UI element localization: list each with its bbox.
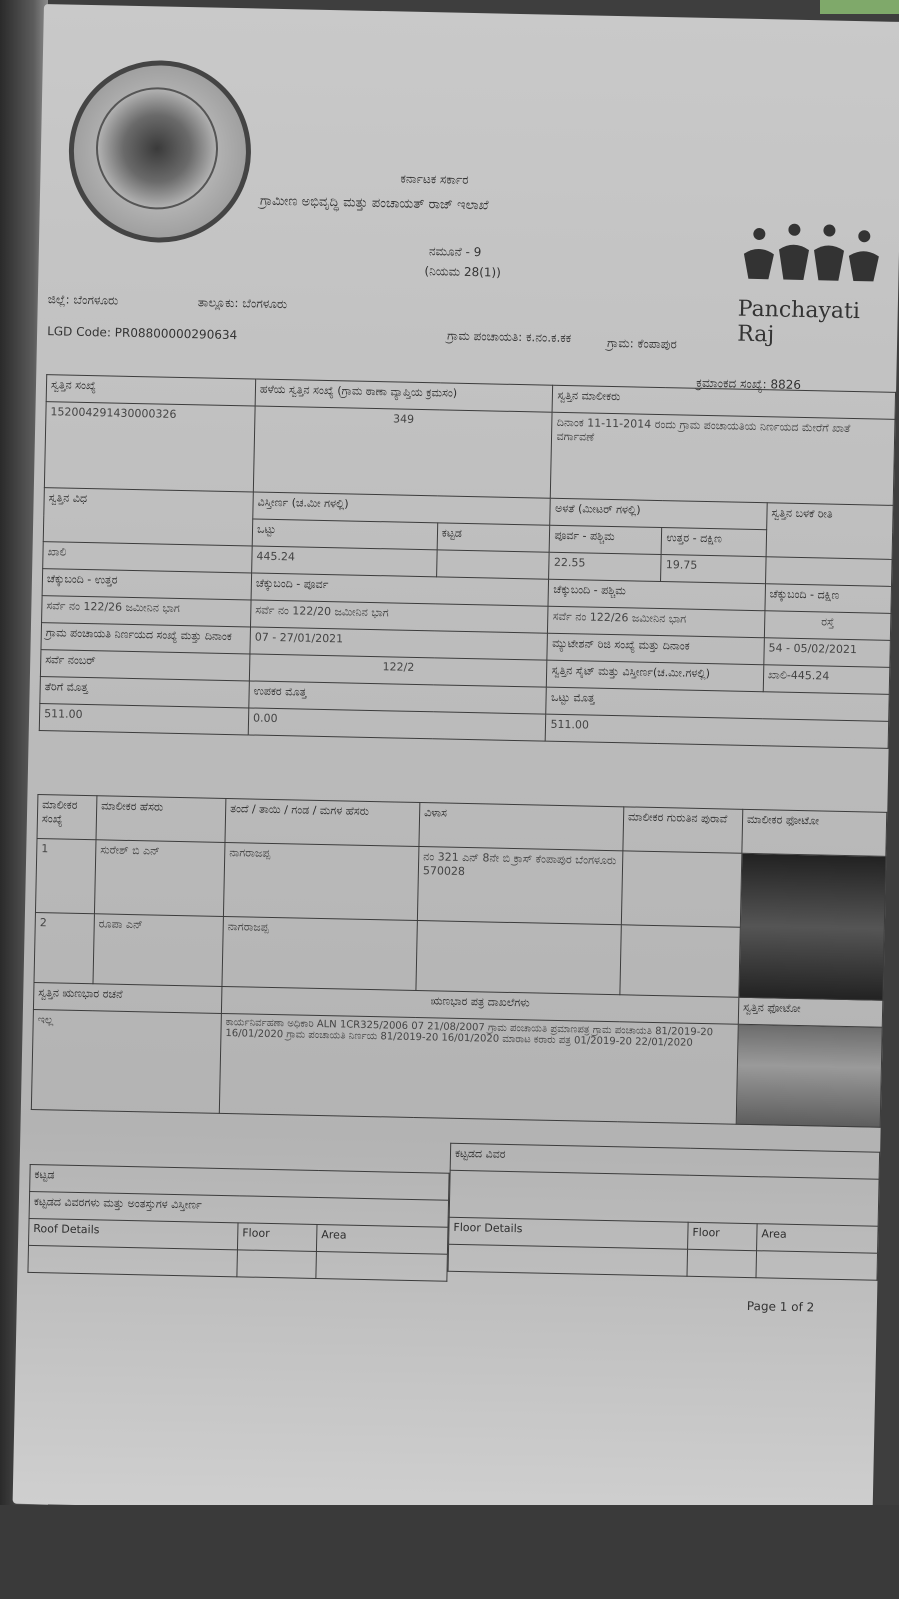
header-line-2: ಗ್ರಾಮೀಣ ಅಭಿವೃದ್ಧಿ ಮತ್ತು ಪಂಚಾಯತ್ ರಾಜ್ ಇಲಾಖೆ (259, 193, 489, 214)
mutation-value: 54 - 05/02/2021 (764, 638, 891, 668)
owner-name: ರೂಪಾ ಎನ್ (93, 914, 223, 987)
building-table (27, 1164, 449, 1282)
owner-no: 2 (34, 913, 94, 984)
floor-label: Floor (237, 1223, 317, 1252)
area-label: Area (316, 1224, 448, 1254)
property-photo (736, 1024, 882, 1127)
government-seal (67, 59, 253, 245)
taluk-label: ತಾಲ್ಲೂಕು: ಬೆಂಗಳೂರು (197, 295, 288, 312)
boundary-north-value: ಸರ್ವೆ ನಂ 122/26 ಜಮೀನಿನ ಭಾಗ (42, 596, 252, 627)
owner-address: ನಂ 321 ಎನ್ 8ನೇ ಬಿ ಕ್ರಾಸ್ ಕೆಂಪಾಪುರ ಬೆಂಗಳೂರು 570028 (417, 847, 623, 925)
id-proof-header: ಮಾಲೀಕರ ಗುರುತಿನ ಪುರಾವೆ (623, 807, 743, 853)
building-title: ಕಟ್ಟಡ (30, 1164, 449, 1200)
total-tax-label: ಒಟ್ಟು ಮೊತ್ತ (546, 687, 889, 721)
building-subtitle: ಕಟ್ಟಡದ ವಿವರಗಳು ಮತ್ತು ಅಂತಸ್ತುಗಳ ವಿಸ್ತೀರ್ಣ (29, 1191, 448, 1227)
panchayati-raj-logo (738, 219, 889, 292)
encumbrance-value: ಇಲ್ಲ (31, 1009, 221, 1113)
building-details-table (448, 1143, 881, 1281)
owner-no: 1 (35, 839, 96, 914)
boundary-south-label: ಚೆಕ್ಕುಬಂದಿ - ದಕ್ಷಿಣ (765, 584, 892, 614)
building-details-title: ಕಟ್ಟಡದ ವಿವರ (450, 1143, 879, 1179)
property-id-label: ಸ್ವತ್ತಿನ ಸಂಖ್ಯೆ (46, 375, 256, 406)
encumbrance-label: ಸ್ವತ್ತಿನ ಋಣಭಾರ ರಚನೆ (33, 983, 222, 1014)
boundary-south-value: ರಸ್ತೆ (764, 611, 891, 641)
boundary-east-label: ಚೆಕ್ಕುಬಂದಿ - ಪೂರ್ವ (251, 573, 549, 606)
documents-value: ಕಾರ್ಯನಿರ್ವಹಣಾ ಅಧಿಕಾರಿ ALN 1CR325/2006 07 21/08/2007 ಗ್ರಾಮ ಪಂಚಾಯತಿ ಪ್ರಮಾಣಪತ್ರ ಗ್ರಾಮ ಪಂಚಾಯತಿ 81/2019-20 16/01/2020 ಗ್ರಾಮ ಪಂಚಾಯತಿ ನಿರ್ಣಯ 81/2019-20 16/01/2020 ಮಾರಾಟ ಕರಾರು ಪತ್ರ 01/2019-20 22/01/2020 (219, 1013, 738, 1124)
header-line-1: ಕರ್ನಾಟಕ ಸರ್ಕಾರ (400, 171, 469, 187)
panchayat-label: ಗ್ರಾಮ ಪಂಚಾಯತಿ: ಕ.ನಂ.ಕ.ಕಕ (446, 328, 572, 346)
owner-id-proof (620, 925, 740, 997)
area-label: ವಿಸ್ತೀರ್ಣ (ಚ.ಮೀ ಗಳಲ್ಲಿ) (253, 492, 551, 525)
boundary-west-label: ಚೆಕ್ಕುಬಂದಿ - ಪಶ್ಚಿಮ (548, 579, 765, 611)
total-area-value: 445.24 (252, 546, 437, 577)
owner-address (416, 921, 621, 995)
address-header: ವಿಳಾಸ (419, 803, 624, 851)
survey-value: 122/2 (249, 654, 547, 687)
boundary-west-value: ಸರ್ವೆ ನಂ 122/26 ಜಮೀನಿನ ಭಾಗ (548, 606, 765, 638)
usage-label: ಸ್ವತ್ತಿನ ಬಳಕೆ ರೀತಿ (766, 503, 893, 560)
roof-details-label: Roof Details (28, 1218, 238, 1249)
owner-label: ಸ್ವತ್ತಿನ ಮಾಲೀಕರು (553, 385, 896, 419)
lgd-code: LGD Code: PR08800000290634 (47, 324, 238, 343)
floor-label-2: Floor (688, 1222, 758, 1250)
property-table (39, 374, 896, 749)
header-line-3: ನಮೂನೆ - 9 (428, 244, 482, 260)
resolution-label: ಗ್ರಾಮ ಪಂಚಾಯತಿ ನಿರ್ಣಯದ ಸಂಖ್ಯೆ ಮತ್ತು ದಿನಾಂಕ (41, 623, 251, 654)
property-photo-label: ಸ್ವತ್ತಿನ ಫೋಟೋ (738, 997, 883, 1027)
emblem-icon (95, 86, 220, 211)
header-line-4: (ನಿಯಮ 28(1)) (424, 264, 502, 280)
background-floor (0, 1505, 899, 1599)
built-area-label: ಕಟ್ಟಡ (437, 523, 550, 552)
cess-label: ಉಪಕರ ಮೊತ್ತ (249, 681, 547, 714)
panchayati-raj-text: Panchayati Raj (736, 296, 861, 348)
north-south-label: ಉತ್ತರ - ದಕ್ಷಿಣ (662, 528, 767, 557)
owner-value: ದಿನಾಂಕ 11-11-2014 ರಂದು ಗ್ರಾಮ ಪಂಚಾಯತಿಯ ನಿರ್ಣಯದ ಮೇರೆಗೆ ಖಾತೆ ವರ್ಗಾವಣೆ (551, 412, 895, 505)
owner-name-header: ಮಾಲೀಕರ ಹೆಸರು (96, 796, 226, 843)
background-strip (820, 0, 899, 14)
documents-label: ಋಣಭಾರ ಪತ್ರ ದಾಖಲೆಗಳು (221, 986, 738, 1024)
page-number: Page 1 of 2 (746, 1299, 815, 1315)
photo-header: ಮಾಲೀಕರ ಫೋಟೋ (742, 809, 887, 856)
document-sheet (13, 4, 899, 1522)
site-area-value: ಖಾಲಿ-445.24 (763, 665, 890, 695)
area-label-2: Area (757, 1224, 879, 1254)
survey-label: ಸರ್ವೆ ನಂಬರ್ (40, 650, 250, 681)
north-south-value: 19.75 (661, 555, 766, 584)
tax-value: 511.00 (39, 704, 249, 735)
boundary-north-label: ಚೆಕ್ಕುಬಂದಿ - ಉತ್ತರ (42, 569, 252, 600)
owner-no-header: ಮಾಲೀಕರ ಸಂಖ್ಯೆ (37, 795, 97, 840)
owner-photo (739, 853, 886, 1000)
floor-details-label: Floor Details (449, 1217, 689, 1249)
cess-value: 0.00 (248, 708, 546, 741)
village-label: ಗ್ರಾಮ: ಕೆಂಪಾಪುರ (606, 335, 677, 352)
owner-relation: ನಾಗರಾಜಪ್ಪ (222, 916, 417, 990)
total-area-label: ಒಟ್ಟು (252, 519, 437, 550)
reference-number: ಕ್ರಮಾಂಕದ ಸಂಖ್ಯೆ: 8826 (696, 375, 802, 392)
total-tax-value: 511.00 (546, 714, 889, 748)
owner-name: ಸುರೇಶ್ ಬಿ ಎನ್ (94, 840, 225, 917)
old-number-value: 349 (253, 406, 552, 498)
property-type-value: ಖಾಲಿ (43, 542, 253, 573)
owner-relation: ನಾಗರಾಜಪ್ಪ (223, 842, 419, 920)
site-area-label: ಸ್ವತ್ತಿನ ಸೈಟ್ ಮತ್ತು ವಿಸ್ತೀರ್ಣ(ಚ.ಮೀ.ಗಳಲ್ಲಿ) (547, 660, 764, 692)
resolution-value: 07 - 27/01/2021 (250, 627, 548, 660)
old-number-label: ಹಳೆಯ ಸ್ವತ್ತಿನ ಸಂಖ್ಯೆ (ಗ್ರಾಮ ಠಾಣಾ ವ್ಯಾಪ್ತಿಯ ಕ್ರಮಸಂ) (255, 379, 553, 412)
tax-label: ತೆರಿಗೆ ಮೊತ್ತ (40, 677, 250, 708)
built-area-value (436, 550, 549, 579)
owner-id-proof (621, 851, 742, 927)
relation-header: ತಂದೆ / ತಾಯಿ / ಗಂಡ / ಮಗಳ ಹೆಸರು (225, 798, 420, 846)
mutation-label: ಮ್ಯುಟೇಶನ್ ರಿಜಿ ಸಂಖ್ಯೆ ಮತ್ತು ದಿನಾಂಕ (547, 633, 764, 665)
boundary-east-value: ಸರ್ವೆ ನಂ 122/20 ಜಮೀನಿನ ಭಾಗ (250, 600, 548, 633)
dimensions-label: ಅಳತೆ (ಮೀಟರ್ ಗಳಲ್ಲಿ) (550, 498, 767, 530)
owners-table (31, 794, 887, 1128)
property-id-value: 152004291430000326 (44, 402, 255, 492)
east-west-label: ಪೂರ್ವ - ಪಶ್ಚಿಮ (550, 525, 663, 554)
property-type-label: ಸ್ವತ್ತಿನ ವಿಧ (43, 488, 253, 546)
district-label: ಜಿಲ್ಲೆ: ಬೆಂಗಳೂರು (47, 292, 119, 308)
east-west-value: 22.55 (549, 552, 662, 581)
